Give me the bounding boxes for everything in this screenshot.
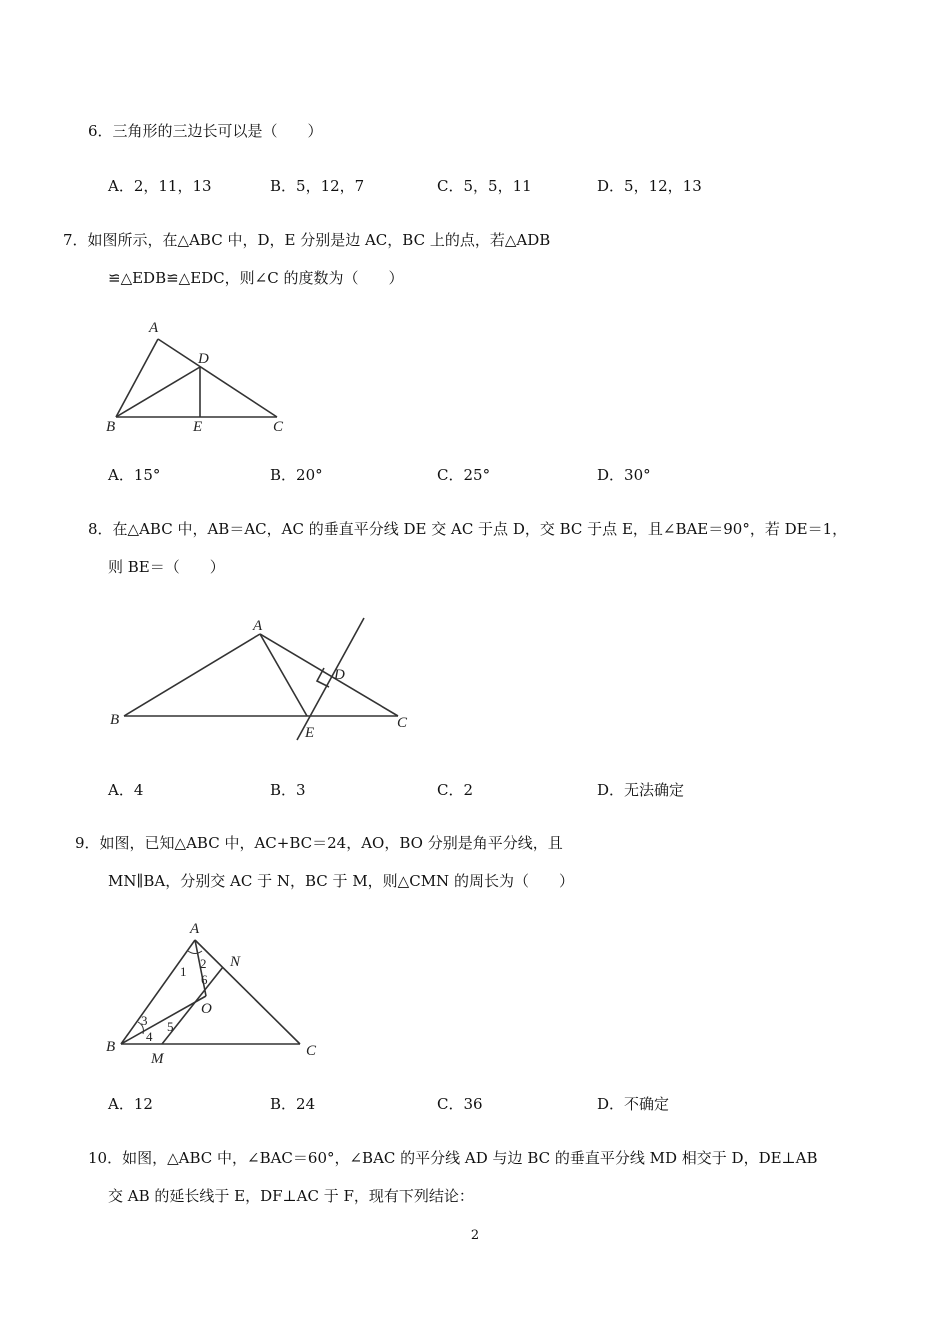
q8-stem-line2: 则 BE＝（ ） (108, 558, 225, 576)
q6-option-c[interactable]: C．5，5，11 (437, 177, 532, 195)
q9-label-o: O (201, 1001, 212, 1017)
q9-stem-line1: 9．如图，已知△ABC 中，AC+BC＝24，AO，BO 分别是角平分线，且 (75, 834, 563, 852)
q8-label-c: C (397, 715, 408, 731)
q8-option-d[interactable]: D．无法确定 (597, 781, 685, 799)
q9-angle-3: 3 (141, 1013, 148, 1028)
q9-label-c: C (306, 1043, 317, 1059)
q9-angle-1: 1 (180, 964, 187, 979)
q9-angle-5: 5 (167, 1019, 174, 1034)
q7-figure (100, 315, 300, 440)
q7-option-a[interactable]: A．15° (108, 466, 161, 484)
q8-option-b[interactable]: B．3 (270, 781, 306, 799)
page-number: 2 (470, 1228, 480, 1243)
q9-label-b: B (106, 1039, 116, 1055)
q7-label-b: B (106, 419, 116, 435)
q8-figure (100, 610, 420, 745)
q9-label-m: M (151, 1051, 164, 1067)
q8-label-d: D (334, 667, 345, 683)
q9-stem-line2: MN∥BA，分别交 AC 于 N，BC 于 M，则△CMN 的周长为（ ） (108, 872, 574, 890)
q10-stem-line2: 交 AB 的延长线于 E，DF⊥AC 于 F，现有下列结论： (108, 1187, 474, 1205)
q7-option-d[interactable]: D．30° (597, 466, 651, 484)
q8-label-e: E (305, 725, 315, 741)
q8-label-b: B (110, 712, 120, 728)
q7-label-c: C (273, 419, 284, 435)
q9-label-n: N (230, 954, 241, 970)
q6-option-a[interactable]: A．2，11，13 (108, 177, 212, 195)
q7-stem-line1: 7．如图所示，在△ABC 中，D，E 分别是边 AC，BC 上的点，若△ADB (63, 231, 551, 249)
q9-option-d[interactable]: D．不确定 (597, 1095, 670, 1113)
q10-stem-line1: 10．如图，△ABC 中，∠BAC＝60°，∠BAC 的平分线 AD 与边 BC 的垂直平分线 MD 相交于 D，DE⊥AB (88, 1149, 818, 1167)
q8-option-c[interactable]: C．2 (437, 781, 474, 799)
q9-option-a[interactable]: A．12 (108, 1095, 153, 1113)
q7-label-e: E (193, 419, 203, 435)
q6-option-b[interactable]: B．5，12，7 (270, 177, 365, 195)
q7-label-a: A (149, 320, 159, 336)
q9-label-a: A (190, 921, 200, 937)
q9-angle-6: 6 (201, 972, 208, 987)
q8-option-a[interactable]: A．4 (108, 781, 144, 799)
q9-option-c[interactable]: C．36 (437, 1095, 483, 1113)
q6-stem: 6．三角形的三边长可以是（ ） (88, 122, 323, 140)
q8-stem-line1: 8．在△ABC 中，AB＝AC，AC 的垂直平分线 DE 交 AC 于点 D，交 BC 于点 E，且∠BAE＝90°，若 DE＝1， (88, 520, 848, 538)
q9-option-b[interactable]: B．24 (270, 1095, 316, 1113)
q9-figure (100, 918, 330, 1068)
q7-label-d: D (198, 351, 209, 367)
q7-stem-line2: ≌△EDB≌△EDC，则∠C 的度数为（ ） (108, 269, 404, 287)
q6-option-d[interactable]: D．5，12，13 (597, 177, 702, 195)
q9-angle-4: 4 (146, 1029, 153, 1044)
q8-label-a: A (253, 618, 263, 634)
q7-option-c[interactable]: C．25° (437, 466, 491, 484)
q7-option-b[interactable]: B．20° (270, 466, 323, 484)
q9-angle-2: 2 (200, 956, 207, 971)
